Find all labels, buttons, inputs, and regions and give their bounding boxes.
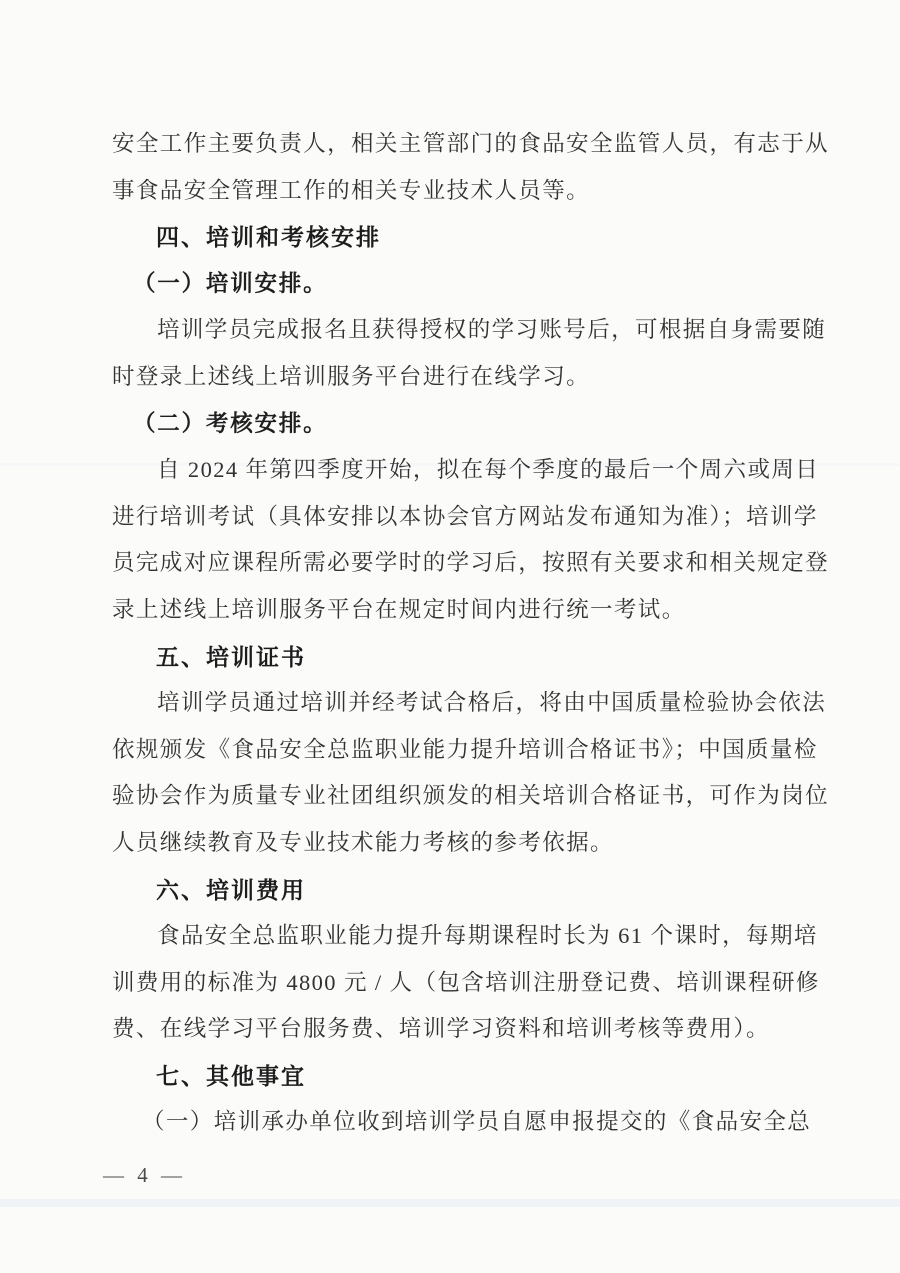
document-text-column xyxy=(112,121,830,1146)
body-line: （一）培训承办单位收到培训学员自愿申报提交的《食品安全总 xyxy=(142,1109,812,1135)
body-line: 培训学员完成报名且获得授权的学习账号后，可根据自身需要随 xyxy=(157,317,827,343)
body-line: 安全工作主要负责人，相关主管部门的食品安全监管人员，有志于从 xyxy=(112,131,830,156)
subsection-heading-2: （二）考核安排。 xyxy=(133,410,328,436)
page-number: — 4 — xyxy=(103,1163,186,1187)
body-line: 验协会作为质量专业社团组织颁发的相关培训合格证书，可作为岗位 xyxy=(112,783,830,809)
body-line: 录上述线上培训服务平台在规定时间内进行统一考试。 xyxy=(112,596,686,622)
body-line: 培训学员通过培训并经考试合格后，将由中国质量检验协会依法 xyxy=(157,690,827,716)
subsection-heading-1: （一）培训安排。 xyxy=(133,270,328,296)
body-line: 人员继续教育及专业技术能力考核的参考依据。 xyxy=(112,829,614,855)
section-heading-6: 六、培训费用 xyxy=(156,876,306,903)
section-heading-7: 七、其他事宜 xyxy=(156,1062,306,1089)
body-line: 依规颁发《食品安全总监职业能力提升培训合格证书》；中国质量检 xyxy=(112,736,818,762)
body-line: 事食品安全管理工作的相关专业技术人员等。 xyxy=(112,177,591,203)
body-line: 训费用的标准为 4800 元 / 人（包含培训注册登记费、培训课程研修 xyxy=(112,969,820,995)
body-line: 进行培训考试（具体安排以本协会官方网站发布通知为准）；培训学 xyxy=(112,503,818,529)
section-heading-4: 四、培训和考核安排 xyxy=(156,224,381,251)
body-line: 员完成对应课程所需必要学时的学习后，按照有关要求和相关规定登 xyxy=(112,550,830,576)
section-heading-5: 五、培训证书 xyxy=(156,643,306,670)
body-line: 自 2024 年第四季度开始，拟在每个季度的最后一个周六或周日 xyxy=(157,457,820,483)
scan-artifact-band xyxy=(0,1199,900,1207)
body-line: 费、在线学习平台服务费、培训学习资料和培训考核等费用）。 xyxy=(112,1016,770,1042)
body-line: 时登录上述线上培训服务平台进行在线学习。 xyxy=(112,363,591,389)
body-line: 食品安全总监职业能力提升每期课程时长为 61 个课时，每期培 xyxy=(157,923,818,949)
